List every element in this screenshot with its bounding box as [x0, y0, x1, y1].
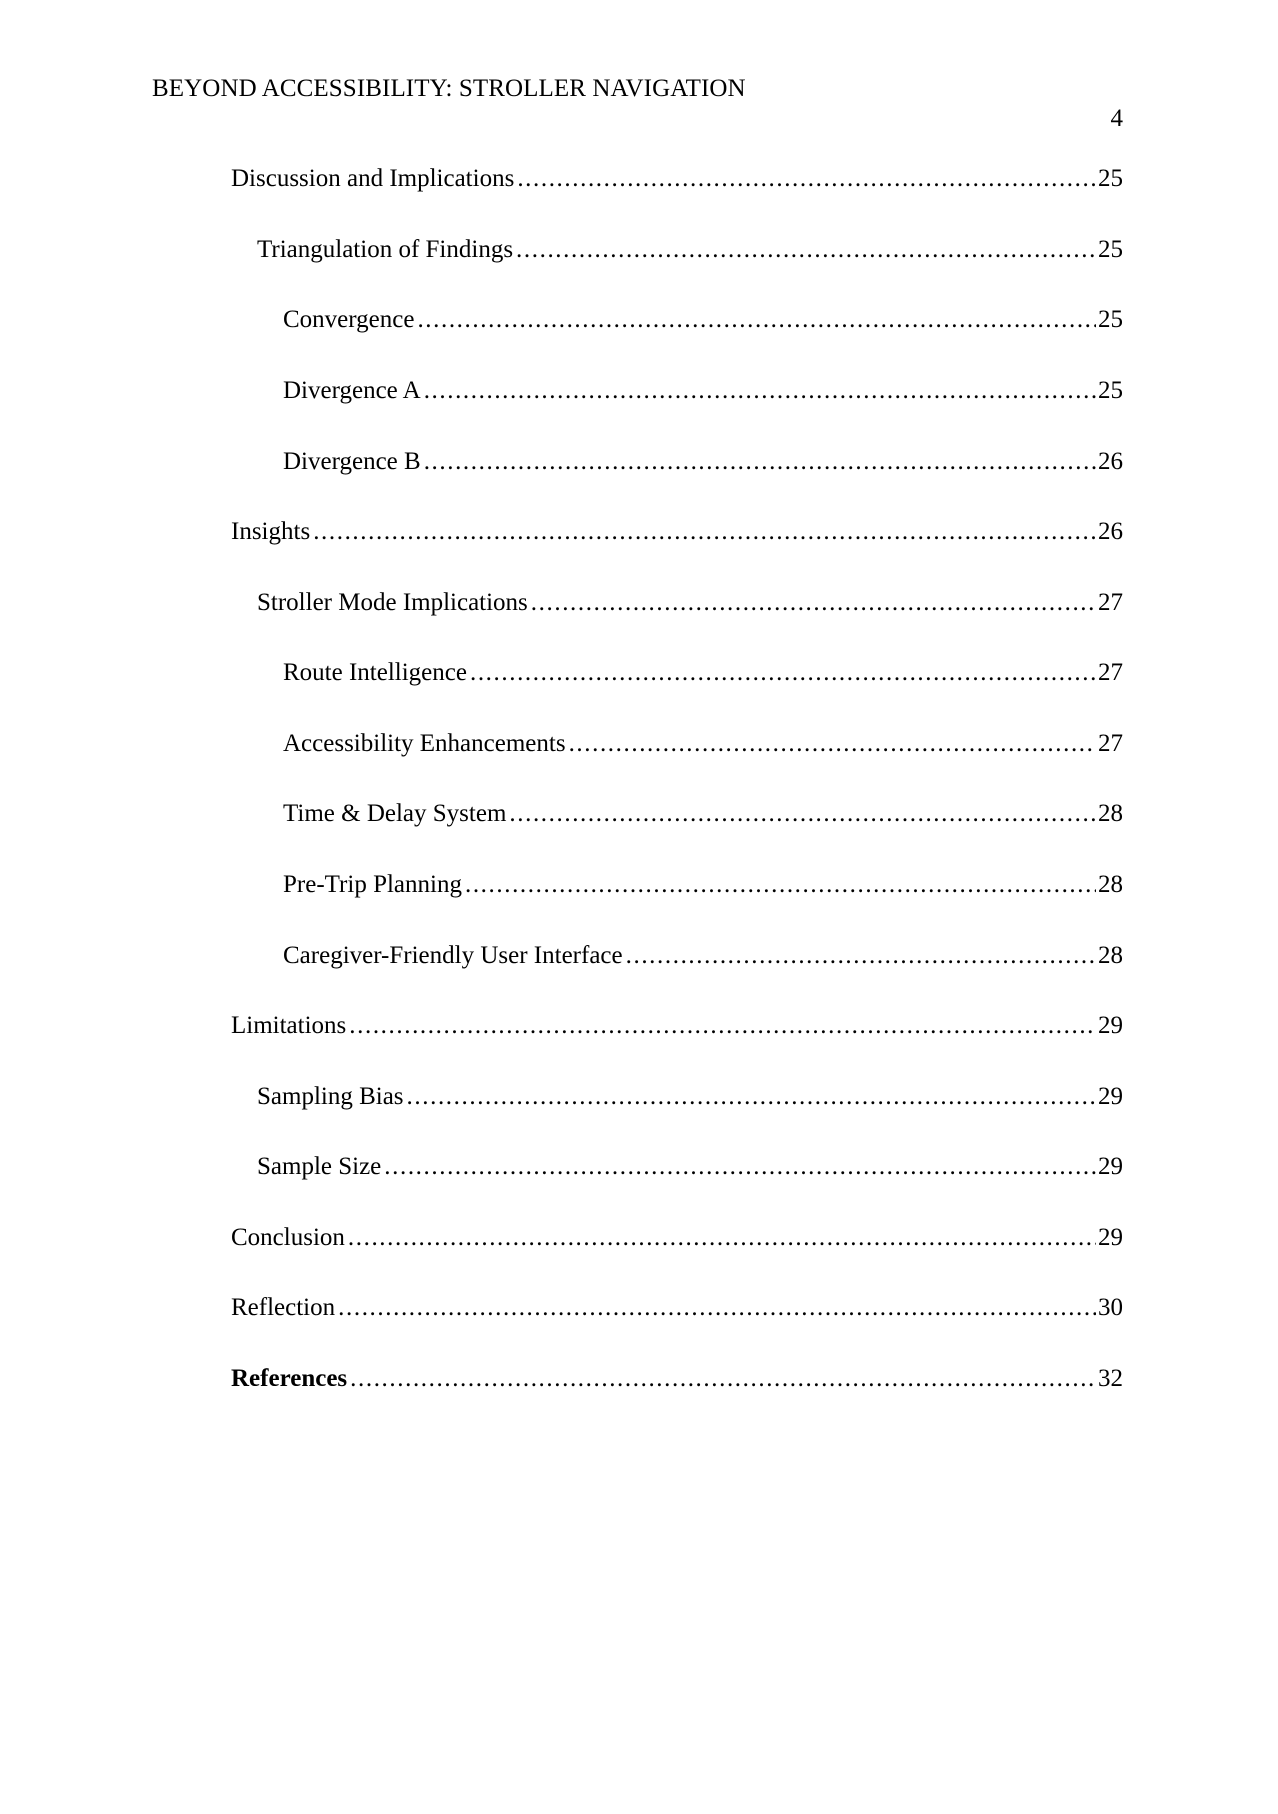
- toc-entry-title: Limitations: [231, 1012, 347, 1039]
- toc-entry-page: 29: [1098, 1012, 1123, 1039]
- dot-leader: [517, 164, 1096, 194]
- toc-entry-page: 26: [1098, 448, 1123, 475]
- dot-leader: [407, 1082, 1096, 1112]
- dot-leader: [417, 305, 1096, 335]
- dot-leader: [348, 1223, 1096, 1253]
- toc-entry-page: 28: [1098, 942, 1123, 969]
- toc-entry-page: 27: [1098, 589, 1123, 616]
- toc-entry-title: Divergence B: [283, 448, 421, 475]
- toc-entry-convergence[interactable]: [283, 305, 1123, 335]
- dot-leader: [424, 376, 1096, 406]
- dot-leader: [569, 729, 1096, 759]
- toc-entry-route-intelligence[interactable]: [283, 658, 1123, 688]
- toc-entry-title: Conclusion: [231, 1224, 345, 1251]
- dot-leader: [384, 1152, 1096, 1182]
- toc-entry-sampling-bias[interactable]: [257, 1082, 1123, 1112]
- toc-entry-title: Caregiver-Friendly User Interface: [283, 942, 623, 969]
- toc-entry-accessibility-enhancements[interactable]: [283, 729, 1123, 759]
- dot-leader: [470, 658, 1096, 688]
- toc-entry-title: Stroller Mode Implications: [257, 589, 528, 616]
- dot-leader: [626, 941, 1096, 971]
- toc-entry-page: 27: [1098, 730, 1123, 757]
- toc-entry-page: 25: [1098, 165, 1123, 192]
- toc-entry-page: 29: [1098, 1224, 1123, 1251]
- toc-entry-conclusion[interactable]: [231, 1223, 1123, 1253]
- toc-entry-title: Sample Size: [257, 1153, 382, 1180]
- dot-leader: [424, 447, 1096, 477]
- running-head: BEYOND ACCESSIBILITY: STROLLER NAVIGATION: [152, 75, 746, 102]
- toc-entry-divergence-a[interactable]: [283, 376, 1123, 406]
- dot-leader: [465, 870, 1096, 900]
- toc-entry-title: Accessibility Enhancements: [283, 730, 566, 757]
- toc-entry-references[interactable]: [231, 1364, 1123, 1394]
- toc-entry-title: Route Intelligence: [283, 659, 467, 686]
- toc-entry-title: Insights: [231, 518, 311, 545]
- toc-entry-page: 26: [1098, 518, 1123, 545]
- toc-entry-title: Convergence: [283, 306, 415, 333]
- toc-entry-page: 25: [1098, 236, 1123, 263]
- toc-entry-page: 25: [1098, 377, 1123, 404]
- toc-entry-insights[interactable]: [231, 517, 1123, 547]
- toc-entry-title: Discussion and Implications: [231, 165, 515, 192]
- toc-entry-reflection[interactable]: [231, 1293, 1123, 1323]
- toc-entry-title: Divergence A: [283, 377, 421, 404]
- toc-entry-title: Reflection: [231, 1294, 336, 1321]
- toc-entry-caregiver-friendly-user-interface[interactable]: [283, 941, 1123, 971]
- toc-entry-divergence-b[interactable]: [283, 447, 1123, 477]
- toc-entry-stroller-mode-implications[interactable]: [257, 588, 1123, 618]
- toc-entry-time-and-delay-system[interactable]: [283, 799, 1123, 829]
- dot-leader: [313, 517, 1096, 547]
- toc-entry-title: Sampling Bias: [257, 1083, 404, 1110]
- toc-entry-page: 29: [1098, 1083, 1123, 1110]
- dot-leader: [349, 1011, 1096, 1041]
- toc-entry-page: 32: [1098, 1365, 1123, 1392]
- toc-entry-page: 27: [1098, 659, 1123, 686]
- dot-leader: [531, 588, 1096, 618]
- dot-leader: [338, 1293, 1096, 1323]
- toc-entry-page: 28: [1098, 800, 1123, 827]
- dot-leader: [516, 235, 1096, 265]
- toc-entry-page: 30: [1098, 1294, 1123, 1321]
- toc-entry-title: References: [231, 1365, 348, 1392]
- toc-entry-page: 28: [1098, 871, 1123, 898]
- dot-leader: [350, 1364, 1096, 1394]
- toc-entry-title: Triangulation of Findings: [257, 236, 514, 263]
- toc-entry-page: 25: [1098, 306, 1123, 333]
- toc-entry-title: Pre-Trip Planning: [283, 871, 462, 898]
- dot-leader: [509, 799, 1096, 829]
- toc-entry-title: Time & Delay System: [283, 800, 507, 827]
- toc-entry-sample-size[interactable]: [257, 1152, 1123, 1182]
- toc-entry-pre-trip-planning[interactable]: [283, 870, 1123, 900]
- toc-entry-limitations[interactable]: [231, 1011, 1123, 1041]
- toc-entry-triangulation-of-findings[interactable]: [257, 235, 1123, 265]
- toc-entry-discussion-and-implications[interactable]: [231, 164, 1123, 194]
- toc-entry-page: 29: [1098, 1153, 1123, 1180]
- page-number: 4: [1110, 105, 1123, 132]
